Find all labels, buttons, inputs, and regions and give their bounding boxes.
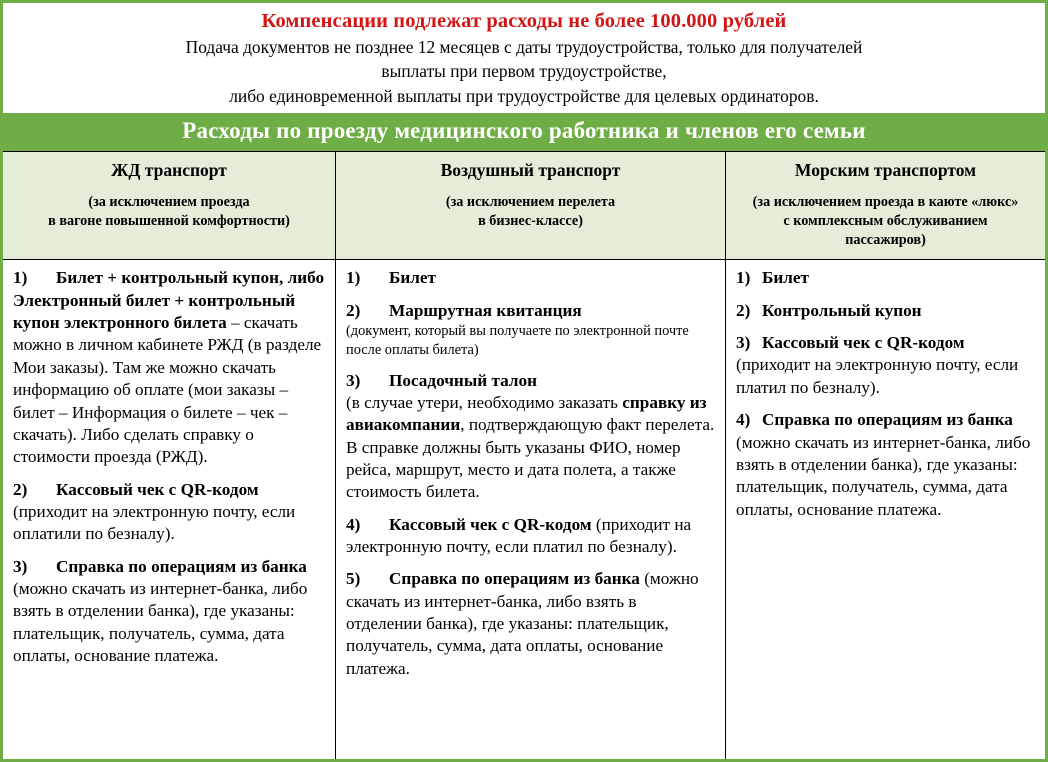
column-header-air-title: Воздушный транспорт bbox=[440, 160, 621, 181]
document-list-item bbox=[346, 514, 716, 559]
column-header-rail-sub-1: (за исключением проезда bbox=[88, 194, 250, 211]
column-header-sea-sub-1: (за исключением проезда в каюте «люкс» bbox=[752, 194, 1019, 211]
list-item-number: 2) bbox=[736, 300, 751, 320]
list-item-text-run: (приходит на электронную почту, если платил по безналу). bbox=[736, 355, 1019, 397]
column-header-sea bbox=[726, 152, 1045, 259]
document-list-item bbox=[13, 479, 326, 546]
list-item-bold-run: Справка по операциям из банка bbox=[762, 410, 1013, 430]
document-list-item-text bbox=[736, 300, 1036, 322]
list-item-text-run: В справке должны быть указаны ФИО, номер рейса, маршрут, место и дата полета, а также стоимость билета. bbox=[346, 437, 681, 502]
list-item-number: 1) bbox=[13, 268, 28, 288]
column-body-air bbox=[336, 260, 726, 759]
document-list-item bbox=[346, 267, 716, 289]
list-item-number: 3) bbox=[346, 370, 361, 390]
document-list-item bbox=[346, 568, 716, 680]
list-item-text-run: (приходит на электронную почту, если платил по безналу). bbox=[346, 514, 692, 557]
document-list-item-text bbox=[736, 409, 1036, 521]
column-body-sea bbox=[726, 260, 1045, 759]
list-item-text-run: (приходит на электронную почту, если оплатили по безналу). bbox=[13, 501, 296, 544]
list-item-bold-run: Кассовый чек с QR-кодом bbox=[389, 514, 592, 534]
notice-title: Компенсации подлежат расходы не более 100.000 рублей bbox=[261, 10, 787, 32]
list-item-bold-run: Билет bbox=[762, 268, 809, 288]
notice-line-1: Подача документов не позднее 12 месяцев с даты трудоустройства, только для получателей bbox=[185, 36, 863, 57]
list-item-bold-run: Маршрутная квитанция bbox=[389, 300, 582, 320]
list-item-number: 1) bbox=[736, 268, 751, 288]
document-list-item-text bbox=[736, 267, 1036, 289]
document-list-item-text bbox=[346, 568, 716, 680]
list-item-text-run: , подтверждающую факт перелета. bbox=[460, 415, 715, 435]
document-list-item-text bbox=[346, 267, 716, 289]
document-list-item bbox=[346, 300, 716, 360]
list-item-subnote: (документ, который вы получаете по электронной почте после оплаты билета) bbox=[346, 323, 689, 358]
document-list-item-text bbox=[13, 267, 326, 468]
list-item-number: 3) bbox=[13, 556, 28, 576]
document-list-item bbox=[736, 300, 1036, 322]
list-item-text-run: (можно скачать из интернет-банка, либо взять в отделении банка), где указаны: плательщик, получатель, сумма, дата оплаты, основание платежа. bbox=[346, 569, 699, 678]
list-item-bold-run: Контрольный купон bbox=[762, 300, 922, 320]
column-header-sea-sub-3: пассажиров) bbox=[845, 231, 926, 248]
document-list-item bbox=[736, 409, 1036, 521]
list-item-number: 2) bbox=[346, 300, 361, 320]
notice-line-3: либо единовременной выплаты при трудоустройстве для целевых ординаторов. bbox=[229, 86, 819, 107]
list-item-number: 4) bbox=[736, 410, 751, 430]
list-item-number: 4) bbox=[346, 514, 361, 534]
column-header-rail-title: ЖД транспорт bbox=[111, 160, 227, 181]
list-item-bold-run: справку из авиакомпании bbox=[346, 392, 707, 435]
table-header-row bbox=[3, 152, 1045, 260]
document-list-item-text bbox=[346, 370, 716, 504]
list-item-text-run: – скачать можно в личном кабинете РЖД (в разделе Мои заказы). Там же можно скачать информацию об оплате (мои заказы – билет – Информация о билете – чек – скачать). Либо сделать справку о стоимости проезда (РЖД). bbox=[13, 313, 322, 467]
column-header-rail bbox=[3, 152, 336, 259]
column-header-air bbox=[336, 152, 726, 259]
section-banner-title: Расходы по проезду медицинского работника и членов его семьи bbox=[3, 113, 1045, 151]
list-item-number: 1) bbox=[346, 268, 361, 288]
list-item-bold-run: Справка по операциям из банка bbox=[56, 556, 307, 576]
list-item-text-run: (можно скачать из интернет-банка, либо взять в отделении банка), где указаны: плательщик, получатель, сумма, дата оплаты, основание платежа. bbox=[736, 432, 1031, 519]
compensation-notice bbox=[3, 3, 1045, 113]
list-item-bold-run: Билет + контрольный купон, либо Электронный билет + контрольный купон электронного билета bbox=[13, 268, 325, 333]
list-item-bold-run: Посадочный талон bbox=[389, 370, 537, 390]
column-header-air-sub-2: в бизнес-классе) bbox=[478, 212, 583, 229]
list-item-text-run: (в случае утери, необходимо заказать bbox=[346, 392, 623, 412]
document-list-item-text bbox=[346, 514, 716, 559]
document-list-item-text bbox=[13, 479, 326, 546]
list-item-number: 2) bbox=[13, 479, 28, 499]
column-body-rail bbox=[3, 260, 336, 759]
document-list-item bbox=[736, 332, 1036, 399]
notice-line-2: выплаты при первом трудоустройстве, bbox=[381, 61, 667, 82]
document-list-item bbox=[13, 556, 326, 668]
transport-expenses-table bbox=[3, 151, 1045, 759]
list-item-text-run: (можно скачать из интернет-банка, либо взять в отделении банка), где указаны: плательщик, получатель, сумма, дата оплаты, основание платежа. bbox=[13, 579, 308, 666]
document-list-item bbox=[13, 267, 326, 468]
list-item-number: 5) bbox=[346, 569, 361, 589]
document-list-item bbox=[346, 370, 716, 504]
column-header-sea-title: Морским транспортом bbox=[794, 160, 977, 181]
table-body-row bbox=[3, 260, 1045, 759]
list-item-bold-run: Кассовый чек с QR-кодом bbox=[56, 479, 259, 499]
document-list-item-text bbox=[346, 300, 716, 322]
list-item-bold-run: Билет bbox=[389, 268, 436, 288]
column-header-air-sub-1: (за исключением перелета bbox=[445, 194, 616, 211]
list-item-bold-run: Справка по операциям из банка bbox=[389, 569, 640, 589]
list-item-number: 3) bbox=[736, 333, 751, 353]
list-item-bold-run: Кассовый чек с QR-кодом bbox=[762, 333, 965, 353]
document-list-item bbox=[736, 267, 1036, 289]
column-header-sea-sub-2: с комплексным обслуживанием bbox=[783, 212, 988, 229]
column-header-rail-sub-2: в вагоне повышенной комфортности) bbox=[48, 212, 290, 229]
document-list-item-text bbox=[13, 556, 326, 668]
document-list-item-text bbox=[736, 332, 1036, 399]
